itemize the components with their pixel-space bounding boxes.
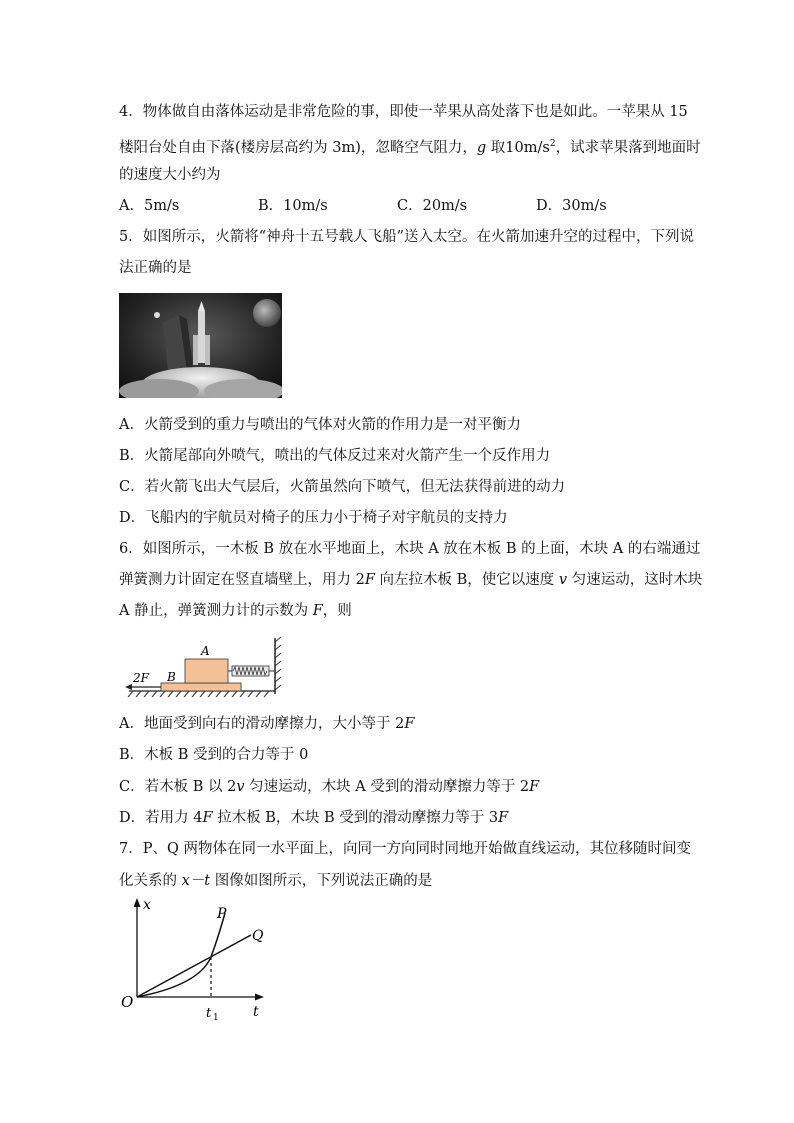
block-board-spring-diagram bbox=[119, 634, 284, 704]
q-label: Q bbox=[252, 928, 264, 944]
force-label: 2F bbox=[133, 671, 149, 685]
q6-option-b: B．木板 B 受到的合力等于 0 bbox=[119, 747, 309, 763]
x-t-graph bbox=[119, 895, 279, 1020]
line-q bbox=[137, 935, 251, 997]
q6-line-3: A 静止，弹簧测力计的示数为 F，则 bbox=[119, 603, 352, 619]
board-b bbox=[161, 683, 241, 691]
q6-line-2: 弹簧测力计固定在竖直墙壁上，用力 2F 向左拉木板 B，使它以速度 v 匀速运动，这时木块 bbox=[119, 572, 703, 588]
q5-option-a: A．火箭受到的重力与喷出的气体对火箭的作用力是一对平衡力 bbox=[119, 417, 521, 433]
q6-line-1: 6．如图所示，一木板 B 放在水平地面上，木块 A 放在木板 B 的上面，木块 A 的右端通过 bbox=[119, 541, 701, 557]
q6-option-c: C．若木板 B 以 2v 匀速运动，木块 A 受到的滑动摩擦力等于 2F bbox=[119, 779, 540, 795]
q6-option-d: D．若用力 4F 拉木板 B，木块 B 受到的滑动摩擦力等于 3F bbox=[119, 810, 509, 826]
q4-option-b: B．10m/s bbox=[258, 198, 328, 214]
p-label: P bbox=[217, 906, 227, 922]
q6-option-a: A．地面受到向右的滑动摩擦力，大小等于 2F bbox=[119, 716, 415, 732]
q5-option-b: B．火箭尾部向外喷气，喷出的气体反过来对火箭产生一个反作用力 bbox=[119, 448, 551, 464]
q7-line-1: 7．P、Q 两物体在同一水平面上，向同一方向同时同地开始做直线运动，其位移随时间变 bbox=[119, 841, 691, 857]
q4-line-3: 的速度大小约为 bbox=[119, 167, 221, 183]
q5-line-1: 5．如图所示，火箭将“神舟十五号载人飞船”送入太空。在火箭加速升空的过程中，下列说 bbox=[119, 229, 695, 245]
rocket-launch-photo bbox=[119, 293, 282, 398]
q5-line-2: 法正确的是 bbox=[119, 260, 192, 276]
q7-line-2: 化关系的 x－t 图像如图所示，下列说法正确的是 bbox=[119, 873, 433, 889]
curve-p bbox=[137, 913, 225, 997]
q4-line-2: 楼阳台处自由下落(楼房层高约为 3m)，忽略空气阻力，g 取$10m/s^2$，试求苹果落到地面时 bbox=[119, 139, 701, 156]
q5-option-d: D．飞船内的宇航员对椅子的压力小于椅子对宇航员的支持力 bbox=[119, 510, 508, 526]
t1-label: t bbox=[206, 1006, 212, 1020]
origin-label: O bbox=[121, 993, 134, 1011]
q4-option-a: A．5m/s bbox=[119, 198, 180, 214]
t1-subscript: 1 bbox=[213, 1013, 219, 1020]
block-label: A bbox=[201, 644, 210, 658]
q4-line-1: 4．物体做自由落体运动是非常危险的事，即使一苹果从高处落下也是如此。一苹果从 15 bbox=[119, 104, 688, 120]
x-axis-label: x bbox=[143, 897, 151, 913]
q4-option-c: C．20m/s bbox=[397, 198, 468, 214]
t-axis-label: t bbox=[253, 1004, 259, 1020]
q4-option-d: D．30m/s bbox=[536, 198, 607, 214]
block-a bbox=[185, 659, 228, 683]
q5-option-c: C．若火箭飞出大气层后，火箭虽然向下喷气，但无法获得前进的动力 bbox=[119, 479, 566, 495]
board-label: B bbox=[167, 670, 176, 684]
